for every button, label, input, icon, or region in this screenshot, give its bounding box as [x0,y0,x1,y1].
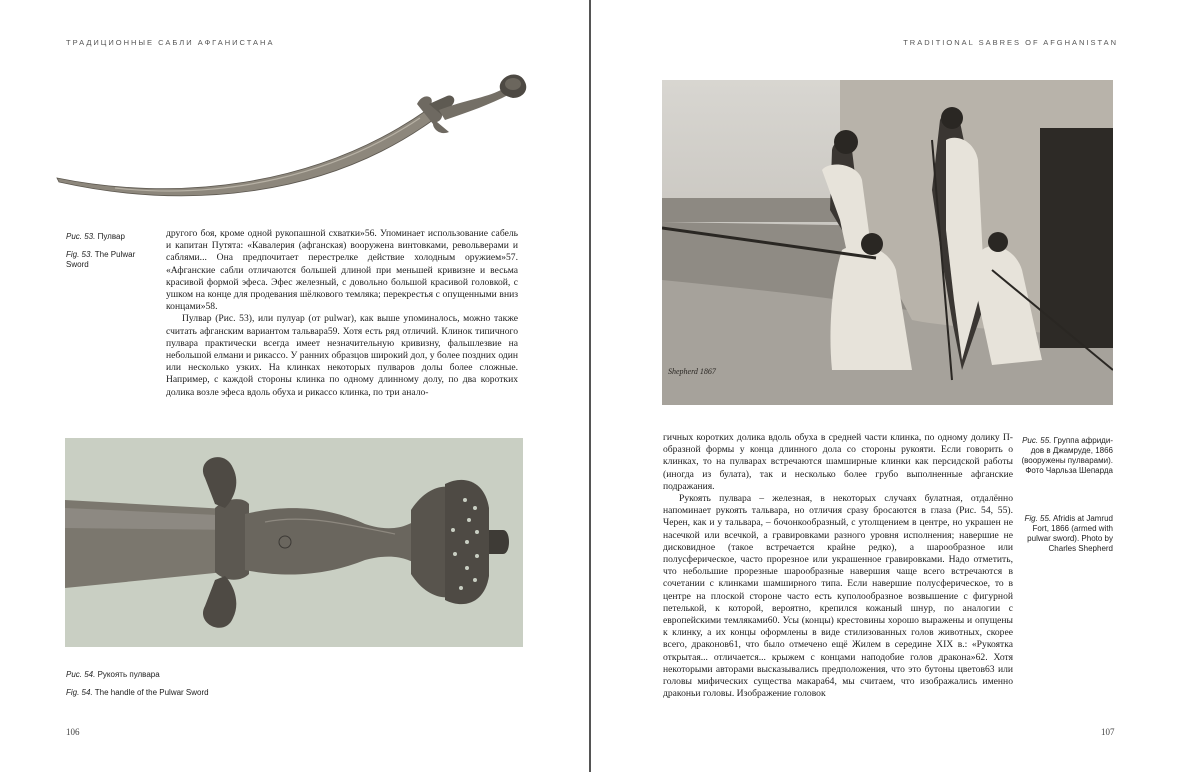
fig54-ru-number: Рис. 54. [66,670,96,679]
fig53-en-number: Fig. 53. [66,250,93,259]
fig53-ru-text: Пулвар [97,232,125,241]
left-paragraph-1: другого боя, кроме одной рукопашной схватки»56. Упоминает использование сабель и капитан Путята: «Кавалерия (афганская) вооружена винтовками, револьверами и саблями... Она предпочитает перестрелке действие холодным оружием»57. «Афганские сабли отличаются большей длиной при меньшей кривизне и весьма красивой формой эфеса. Эфес железный, с довольно большой красивой головкой, с ушком на конце для продевания шёлкового темляка; перекрестья с опущенными вниз концами»58. [166,228,518,313]
pulwar-sword-image [55,70,535,210]
fig53-en-text: The Pulwar Sword [66,250,136,269]
fig53-ru-number: Рис. 53. [66,232,96,241]
fig54-caption-ru [66,670,366,680]
left-body-text [166,228,518,399]
afridis-photo [662,80,1113,405]
fig54-ru-text: Рукоять пулвара [97,670,160,679]
right-body-text [663,432,1013,700]
fig55-caption-ru [1021,436,1113,476]
fig55-en-text: Afridis at Jamrud Fort, 1866 (armed with pulwar sword). Photo by Charles Shepherd [1027,514,1113,553]
fig55-en-number: Fig. 55. [1024,514,1052,523]
fig54-caption-en [66,688,366,698]
right-paragraph-2: Рукоять пулвара – железная, в некоторых случаях булатная, отдалённо напоминает рукоять тальвара, но отличия сразу бросаются в глаза (Рис. 54, 55). Черен, как и у тальвара, – бочонкообразный, с утолщением в центре, но украшен не насечкой или всечкой, а гравировками разного уровня исполнения; навершие не дисковидное (такое встречается крайне редко), а шарообразное или полусферическое, часто прорезное или украшенное гравировками. Надо отметить, что небольшие прорезные шарообразные навершия чаще всего встречаются в сочетании с клинками шамширного типа. Если навершие полусферическое, то в центре на плоской стороне часто есть куполообразное возвышение с фигурной петелькой, к которой, вероятно, крепился кожаный шнур, по аналогии с европейскими темляками60. Усы (концы) крестовины хорошо выражены и опущены к клинку, а их концы оформлены в виде стилизованных голов животных, скорее всего, драконов61, что было отмечено ещё Жилем в середине XIX в.: «Рукоятка открытая... отличается... крыжем с концами наподобие голов дракона»62. Хотя некоторыми авторами высказывались предположения, что это бутоны цветов63 или головы мифических существа макара64, мы считаем, что изображались именно драконьи головы. Изображение головок [663,493,1013,700]
left-paragraph-2: Пулвар (Рис. 53), или пулуар (от pulwar), как выше упоминалось, можно также считать афганским вариантом тальвара59. Хотя есть ряд отличий. Клинок типичного пулвара практически всегда имеет незначительную кривизну, фальшлезвие на небольшой елмани и рикассо. У ранних образцов широкий дол, у более поздних один или несколько узких. На клинках некоторых пулваров долы более сложные. Например, с каждой стороны клинка по одному длинному долу, по два коротких долика возле эфеса вдоль обуха и рикассо клинка, по три анало- [166,313,518,398]
page-number-right: 107 [1101,727,1115,737]
page-number-left: 106 [66,727,80,737]
running-head-right: TRADITIONAL SABRES OF AFGHANISTAN [903,38,1118,47]
fig53-caption-ru [66,232,161,242]
photo-inscription: Shepherd 1867 [668,367,716,376]
fig55-ru-number: Рис. 55. [1022,436,1052,445]
fig55-ru-text: Группа афридидов в Джамруде, 1866 (вооружены пулварами). Фото Чарльза Шепарда [1021,436,1113,475]
fig54-en-text: The handle of the Pulwar Sword [94,688,209,697]
fig55-caption-en [1021,514,1113,554]
fig53-caption-en [66,250,156,270]
right-page [591,0,1178,772]
fig54-en-number: Fig. 54. [66,688,93,697]
pulwar-handle-image [65,438,523,647]
right-paragraph-1: гичных коротких долика вдоль обуха в средней части клинка, по одному долику П-образной формы у конца длинного дола со стороны рукояти. Если говорить о клинках, то на пулварах встречаются шамширные клинки как персидской работы (иногда из булата), так и несколько более грубо выполненные афганские подражания. [663,432,1013,492]
running-head-left: ТРАДИЦИОННЫЕ САБЛИ АФГАНИСТАНА [66,38,275,47]
